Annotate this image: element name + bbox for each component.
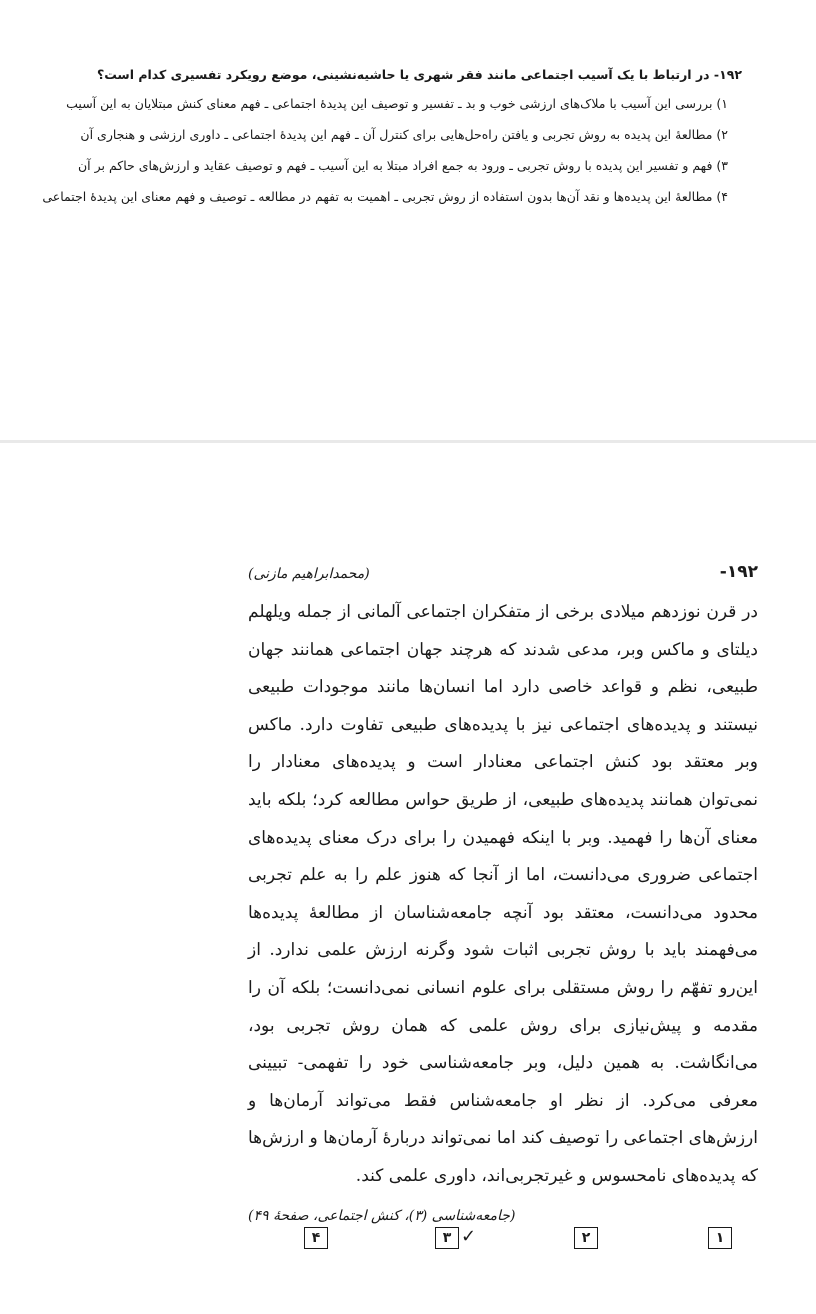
page-divider	[0, 440, 816, 443]
choice-1-box: ۱	[708, 1227, 732, 1249]
choice-4-box: ۴	[304, 1227, 328, 1249]
answer-explanation: در قرن نوزدهم میلادی برخی از متفکران اجتماعی آلمانی از جمله ویلهلم دیلتای و ماکس وبر، مدعی شدند که هرچند جهان اجتماعی همانند جهان طبیعی، نظم و قواعد خاصی دارد اما انسان‌ها مانند موجودات طبیعی نیستند و پدیده‌های اجتماعی نیز با پدیده‌های طبیعی تفاوت دارد. ماکس وبر معتقد بود کنش اجتماعی معنادار است و پدیده‌های معنادار را نمی‌توان همانند پدیده‌های طبیعی، از طریق حواس مطالعه کرد؛ بلکه باید معنای آن‌ها را فهمید. وبر با اینکه فهمیدن را برای درک معنای پدیده‌های اجتماعی ضروری می‌دانست، اما از آنجا که هنوز علم را به علم تجربی محدود می‌دانست، معتقد بود آنچه جامعه‌شناسان از مطالعهٔ پدیده‌ها می‌فهمند باید با روش تجربی اثبات شود وگرنه ارزش علمی ندارد. از این‌رو تفهّم را روش مستقلی برای علوم انسانی نمی‌دانست؛ بلکه آن را مقدمه و پیش‌نیازی برای روش علمی که همان روش تجربی بود، می‌انگاشت. به همین دلیل، وبر جامعه‌شناسی خود را تفهمی- تبیینی معرفی می‌کرد. از نظر او جامعه‌شناس فقط می‌تواند آرمان‌ها و ارزش‌های اجتماعی را توصیف کند اما نمی‌تواند دربارهٔ آرمان‌ها و ارزش‌ها که پدیده‌های نامحسوس و غیرتجربی‌اند، داوری علمی کند.	[248, 602, 758, 1186]
answer-choices	[300, 1224, 734, 1254]
answer-header	[248, 560, 758, 592]
choice-2-box: ۲	[574, 1227, 598, 1249]
option-4: ۴) مطالعهٔ این پدیده‌ها و نقد آن‌ها بدون استفاده از روش تجربی ـ اهمیت به تفهم در مطالعه ـ توصیف و فهم معنای این پدیدهٔ اجتماعی	[42, 189, 728, 204]
option-3: ۳) فهم و تفسیر این پدیده با روش تجربی ـ ورود به جمع افراد مبتلا به این آسیب ـ فهم و توصیف عقاید و ارزش‌های حاکم بر آن	[77, 158, 728, 173]
question-block	[42, 62, 742, 212]
checkmark-icon: ✓	[461, 1226, 477, 1247]
answer-number: ۱۹۲-	[719, 562, 758, 582]
option-2: ۲) مطالعهٔ این پدیده به روش تجربی و یافتن راه‌حل‌هایی برای کنترل آن ـ فهم این پدیدهٔ اجتماعی ـ داوری ارزشی و هنجاری آن	[80, 127, 728, 142]
answer-block	[248, 560, 758, 1224]
question-stem: ۱۹۲- در ارتباط با یک آسیب اجتماعی مانند فقر شهری یا حاشیه‌نشینی، موضع رویکرد تفسیری کدام است؟	[96, 67, 742, 82]
author-name: (محمدابراهیم مازنی)	[248, 566, 370, 582]
choice-3-box: ۳	[435, 1227, 459, 1249]
source-citation: (جامعه‌شناسی (۳)، کنش اجتماعی، صفحهٔ ۴۹)	[248, 1207, 516, 1224]
option-1: ۱) بررسی این آسیب با ملاک‌های ارزشی خوب و بد ـ تفسیر و توصیف این پدیدهٔ اجتماعی ـ فهم معنای کنش مبتلایان به این آسیب	[66, 96, 728, 111]
